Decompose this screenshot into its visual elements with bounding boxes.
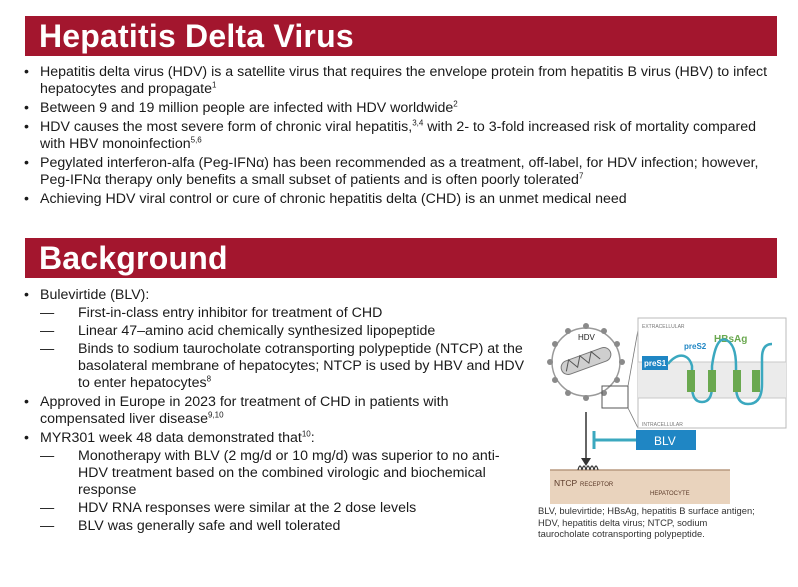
sub-item: — Linear 47–amino acid chemically synthesized lipopeptide: [40, 323, 525, 340]
hepatocyte-label: HEPATOCYTE: [650, 491, 690, 497]
bullet-item: • Bulevirtide (BLV): — First-in-class entry inhibitor for treatment of CHD — Linear 47–amino acid chemically synthesized lipopeptide — Binds to sodium taurocholate cotransporting polypeptide (NTCP) at the basolateral membrane of hepatocytes; NTCP is used by HBV and HDV to enter hepatocytes$^8$: [20, 287, 525, 392]
extracellular-label: EXTRACELLULAR: [642, 324, 685, 330]
blv-mechanism-figure: [530, 310, 788, 505]
sub-list: [40, 448, 525, 535]
hbsag-label: HBsAg: [714, 334, 748, 345]
sub-item: — Binds to sodium taurocholate cotransporting polypeptide (NTCP) at the basolateral membrane of hepatocytes; NTCP is used by HBV and HDV to enter hepatocytes$^8$: [40, 341, 525, 392]
pres1-label: preS1: [644, 359, 667, 368]
intracellular-label: INTRACELLULAR: [642, 422, 683, 428]
bullet-item: • Hepatitis delta virus (HDV) is a satellite virus that requires the envelope protein from hepatitis B virus (HBV) to infect hepatocytes and propagate$^1$: [20, 64, 780, 98]
arrow-head-icon: [581, 458, 591, 466]
hdv-label: HDV: [578, 333, 595, 342]
figure-caption: BLV, bulevirtide; HBsAg, hepatitis B surface antigen; HDV, hepatitis delta virus; NTCP, sodium taurocholate cotransporting polypeptide.: [538, 505, 755, 539]
blv-label: BLV: [654, 434, 676, 448]
hbsag-inset: [638, 318, 786, 428]
bullet-item: • HDV causes the most severe form of chronic viral hepatitis,$^{3,4}$ with 2- to 3-fold increased risk of mortality compared with HBV monoinfection$^{5,6}$: [20, 119, 780, 153]
hdv-bullet-list: [20, 64, 780, 210]
bullet-item: • Achieving HDV viral control or cure of chronic hepatitis delta (CHD) is an unmet medical need: [20, 191, 780, 208]
bullet-item: • Approved in Europe in 2023 for treatment of CHD in patients with compensated liver disease$^{9,10}$: [20, 394, 525, 428]
section-title-background: Background: [25, 238, 777, 278]
zoom-line: [628, 408, 638, 428]
receptor-label: RECEPTOR: [580, 482, 614, 488]
bullet-item: • MYR301 week 48 data demonstrated that$^{10}$: — Monotherapy with BLV (2 mg/d or 10 mg/d) was superior to no anti-HDV treatment based on the combined virologic and biochemical response — HDV RNA responses were similar at the 2 dose levels — BLV was generally safe and well tolerated: [20, 430, 525, 535]
sub-item: — Monotherapy with BLV (2 mg/d or 10 mg/d) was superior to no anti-HDV treatment based on the combined virologic and biochemical response: [40, 448, 525, 499]
background-bullet-list: [20, 287, 525, 537]
ntcp-label: NTCP: [554, 478, 578, 488]
sub-item: — First-in-class entry inhibitor for treatment of CHD: [40, 305, 525, 322]
sub-item: — HDV RNA responses were similar at the 2 dose levels: [40, 500, 525, 517]
section-title-hdv: Hepatitis Delta Virus: [25, 16, 777, 56]
bullet-item: • Pegylated interferon-alfa (Peg-IFNα) has been recommended as a treatment, off-label, for HDV infection; however, Peg-IFNα therapy only benefits a small subset of patients and is often poorly tolerated$^7$: [20, 155, 780, 189]
pres2-label: preS2: [684, 342, 707, 351]
sub-item: — BLV was generally safe and well tolerated: [40, 518, 525, 535]
zoom-line: [628, 330, 638, 386]
sub-list: [40, 305, 525, 392]
bullet-item: • Between 9 and 19 million people are infected with HDV worldwide$^2$: [20, 100, 780, 117]
